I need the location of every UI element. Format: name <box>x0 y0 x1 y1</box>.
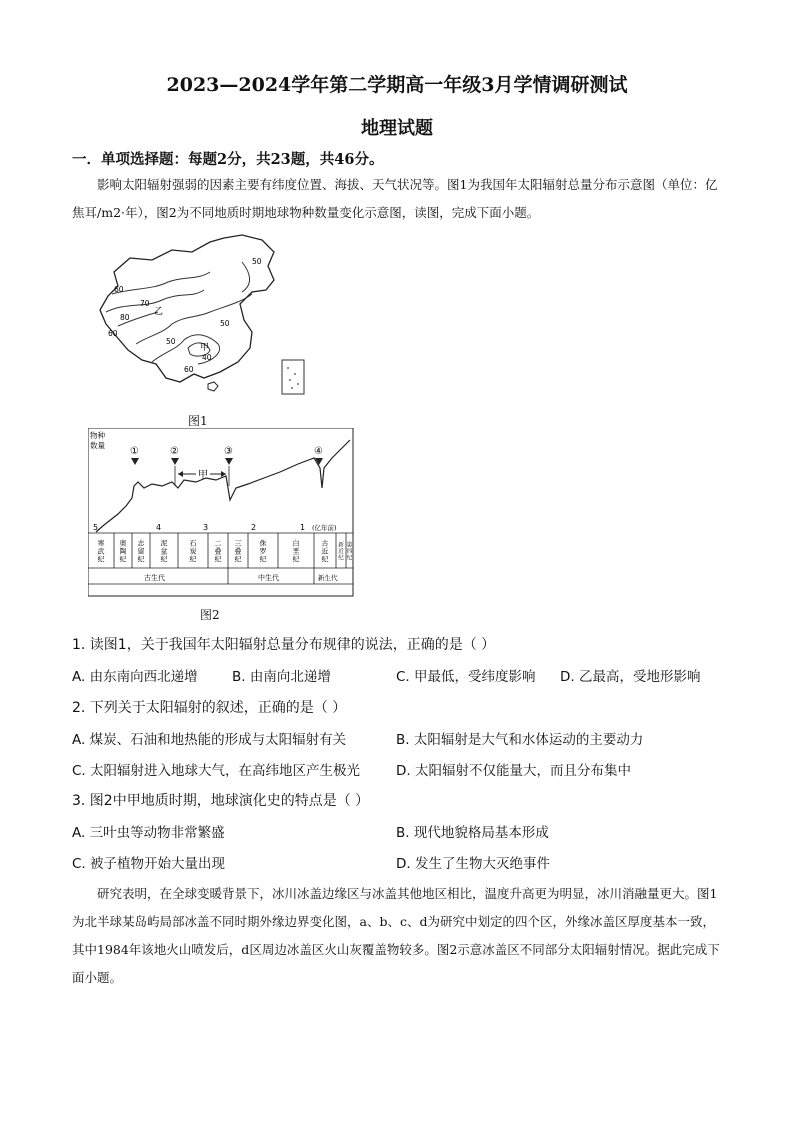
q2-option-a[interactable]: A. 煤炭、石油和地热能的形成与太阳辐射有关 <box>72 732 347 748</box>
figure-2-caption: 图2 <box>200 608 220 622</box>
section-heading: 一．单项选择题：每题2分，共23题，共46分。 <box>72 151 384 168</box>
fig1-label-50b: 50 <box>220 319 230 328</box>
svg-text:1: 1 <box>300 523 306 532</box>
fig1-label-50c: 50 <box>166 337 176 346</box>
svg-text:5: 5 <box>93 523 99 532</box>
q2-option-b[interactable]: B. 太阳辐射是大气和水体运动的主要动力 <box>396 732 644 748</box>
svg-text:甲: 甲 <box>198 470 208 481</box>
fig2-ylabel-1: 物种 <box>90 431 105 440</box>
period-label: 古近纪 <box>321 539 329 564</box>
figure-1-caption: 图1 <box>188 414 208 428</box>
page-title: 2023—2024学年第二学期高一年级3月学情调研测试 <box>166 74 628 96</box>
marker-3 <box>224 446 233 465</box>
fig1-label-60c: 60 <box>184 365 194 374</box>
period-label: 寒武纪 <box>97 539 105 564</box>
fig1-label-40: 40 <box>202 353 212 362</box>
fig1-label-jia: 甲 <box>200 343 210 353</box>
svg-text:4: 4 <box>156 523 162 532</box>
period-label: 三叠纪 <box>234 539 242 564</box>
period-label: 侏罗纪 <box>259 539 267 564</box>
intro-paragraph-2: 研究表明，在全球变暖背景下，冰川冰盖边缘区与冰盖其他地区相比，温度升高更为明显，冰川消融量更大。图1为北半球某岛屿局部冰盖不同时期外缘边界变化图，a、b、c、d为研究中划定的四个区，外缘冰盖区厚度基本一致，其中1984年该地火山喷发后，d区周边冰盖区火山灰覆盖物较多。图2示意冰盖区不同部分太阳辐射情况。据此完成下面小题。 <box>72 886 720 985</box>
svg-text:①: ① <box>130 446 139 457</box>
question-1-stem: 1. 读图1，关于我国年太阳辐射总量分布规律的说法，正确的是（ ） <box>72 637 496 653</box>
period-label: 石炭纪 <box>189 539 197 564</box>
south-sea-inset <box>282 360 304 394</box>
fig1-label-50a: 50 <box>252 257 262 266</box>
period-label: 新近纪 <box>338 542 344 562</box>
fig1-label-80: 80 <box>120 313 130 322</box>
q3-option-a[interactable]: A. 三叶虫等动物非常繁盛 <box>72 825 225 841</box>
fig1-label-60b: 60 <box>108 329 118 338</box>
q3-option-c[interactable]: C. 被子植物开始大量出现 <box>72 856 226 872</box>
fig1-label-yi: 乙 <box>154 307 164 317</box>
era-mesozoic: 中生代 <box>258 574 279 582</box>
fig1-label-70: 70 <box>140 299 150 308</box>
figure-2-chart <box>88 428 358 600</box>
hainan-island <box>208 382 218 391</box>
svg-text:3: 3 <box>203 523 209 532</box>
q1-option-c[interactable]: C. 甲最低，受纬度影响 <box>396 669 536 685</box>
q3-option-d[interactable]: D. 发生了生物大灭绝事件 <box>396 856 550 872</box>
question-2-stem: 2. 下列关于太阳辐射的叙述，正确的是（ ） <box>72 700 347 716</box>
q1-option-d[interactable]: D. 乙最高，受地形影响 <box>560 669 701 685</box>
svg-text:③: ③ <box>224 446 233 457</box>
period-label: 第四纪 <box>346 542 353 562</box>
period-label: 白垩纪 <box>292 539 300 564</box>
question-3-stem: 3. 图2中甲地质时期，地球演化史的特点是（ ） <box>72 793 370 809</box>
marker-1 <box>130 446 139 465</box>
page-subtitle: 地理试题 <box>361 118 433 139</box>
period-label: 泥盆纪 <box>160 539 168 564</box>
era-paleozoic: 古生代 <box>144 574 165 582</box>
svg-text:2: 2 <box>251 523 257 532</box>
fig1-label-60a: 60 <box>114 285 124 294</box>
svg-text:②: ② <box>170 446 179 457</box>
q1-option-a[interactable]: A. 由东南向西北递增 <box>72 669 198 685</box>
q2-option-d[interactable]: D. 太阳辐射不仅能量大，而且分布集中 <box>396 763 631 779</box>
intro-paragraph-1: 影响太阳辐射强弱的因素主要有纬度位置、海拔、天气状况等。图1为我国年太阳辐射总量分布示意图（单位：亿焦耳/m2·年），图2为不同地质时期地球物种数量变化示意图，读图，完成下面小题。 <box>72 177 718 220</box>
fig2-ylabel-2: 数量 <box>90 441 105 450</box>
era-cenozoic: 新生代 <box>318 574 338 582</box>
marker-2 <box>170 446 179 465</box>
period-label: 二叠纪 <box>214 539 222 564</box>
svg-text:④: ④ <box>314 446 323 457</box>
period-label: 奥陶纪 <box>119 539 127 564</box>
q1-option-b[interactable]: B. 由南向北递增 <box>232 669 331 685</box>
q2-option-c[interactable]: C. 太阳辐射进入地球大气，在高纬地区产生极光 <box>72 763 361 779</box>
q3-option-b[interactable]: B. 现代地貌格局基本形成 <box>396 825 549 841</box>
figure-1-map <box>92 232 314 410</box>
period-label: 志留纪 <box>137 539 145 564</box>
svg-text:(亿年前): (亿年前) <box>312 524 337 532</box>
marker-4 <box>314 446 323 465</box>
china-outline <box>100 235 274 382</box>
